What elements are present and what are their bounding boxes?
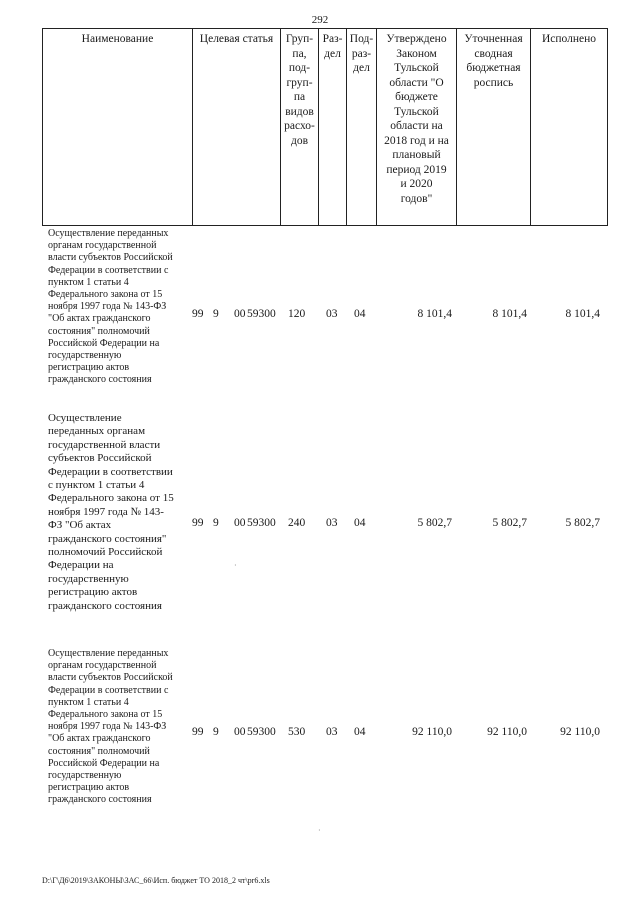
text-line: регистрацию актов — [48, 586, 138, 599]
row-specified: 5 802,7 — [492, 517, 527, 529]
file-path-footer: D:\Г\Д6\2019\ЗАКОНЫ\ЗАС_66\Исп. бюджет ТО 2018_2 чт\pr6.xls — [42, 876, 270, 885]
row-name — [48, 412, 190, 613]
text-line: Федерального закона от 15 — [48, 289, 163, 301]
row-approved: 5 802,7 — [417, 517, 452, 529]
text-line: гражданского состояния — [48, 374, 152, 386]
table-header — [42, 28, 608, 226]
text-line: под- — [288, 62, 311, 74]
text-line: Федерального закона от 15 — [48, 492, 174, 505]
row-expense-group: 240 — [288, 517, 306, 529]
row-name — [48, 228, 196, 387]
header-subsection — [346, 29, 376, 225]
row-expense-group: 120 — [288, 308, 306, 320]
text-line: полномочий Российской — [48, 546, 163, 559]
text-line: па — [293, 91, 306, 103]
text-line: пунктом 1 статьи 4 — [48, 276, 129, 288]
text-line: период 2019 — [386, 163, 447, 176]
text-line: гражданского состояния — [48, 794, 152, 806]
header-specified — [456, 29, 530, 225]
text-line: плановый — [392, 149, 441, 161]
header-approved — [376, 29, 456, 225]
text-line: бюджете — [395, 91, 438, 103]
text-line: пунктом 1 статьи 4 — [48, 696, 129, 708]
text-line: Раз- — [322, 33, 343, 45]
header-section — [318, 29, 346, 225]
text-line: ноября 1997 года № 143-ФЗ — [48, 721, 167, 733]
row-csr-main: 00 — [234, 308, 246, 320]
text-line: Под- — [349, 33, 374, 45]
text-line: ноября 1997 года № 143- — [48, 505, 164, 518]
header-name — [42, 29, 192, 225]
row-section: 03 — [326, 726, 338, 738]
row-specified: 8 101,4 — [492, 308, 527, 320]
text-line: груп- — [286, 76, 313, 89]
text-line: Российской Федерации на — [48, 757, 160, 769]
row-specified: 92 110,0 — [487, 726, 527, 738]
row-csr-subprogram: 9 — [213, 726, 219, 738]
row-name — [48, 648, 196, 807]
page-number: 292 — [311, 14, 329, 26]
row-executed: 92 110,0 — [560, 726, 600, 738]
text-line: Осуществление — [48, 412, 122, 424]
text-line: Федерации на — [48, 559, 114, 572]
text-line: с пунктом 1 статьи 4 — [48, 479, 145, 492]
text-line: ФЗ "Об актах — [48, 519, 112, 532]
text-line: дов — [290, 134, 309, 147]
header-expense-group — [280, 29, 318, 225]
text-line: государственную — [48, 350, 122, 362]
text-line: области на — [390, 120, 443, 132]
row-csr-main: 00 — [234, 517, 246, 529]
text-line: Законом — [396, 47, 437, 60]
row-csr-program: 99 — [192, 726, 204, 738]
text-line: Тульской — [394, 62, 439, 74]
text-line: гражданского состояния" — [48, 532, 167, 545]
row-csr-main: 00 — [234, 726, 246, 738]
text-line: 2018 год и на — [384, 134, 449, 147]
row-executed: 8 101,4 — [565, 308, 600, 320]
row-approved: 8 101,4 — [417, 308, 452, 320]
text-line: регистрацию актов — [48, 362, 130, 374]
text-line: дел — [353, 62, 370, 74]
table-row — [42, 412, 608, 638]
table-row — [42, 648, 608, 824]
row-approved: 92 110,0 — [412, 726, 452, 738]
row-section: 03 — [326, 517, 338, 529]
text-line: Федерации в соответствии с — [48, 264, 169, 276]
text-line: гражданского состояния — [48, 599, 162, 612]
row-section: 03 — [326, 308, 338, 320]
table-row — [42, 228, 608, 404]
text-line: расхо- — [284, 120, 315, 132]
text-line: сводная — [474, 47, 513, 60]
row-subsection: 04 — [354, 517, 366, 529]
text-line: ноября 1997 года № 143-ФЗ — [48, 301, 167, 313]
text-line: видов — [285, 105, 314, 118]
text-line: органам государственной — [48, 240, 157, 252]
text-line: Груп- — [285, 33, 314, 45]
row-expense-group: 530 — [288, 726, 306, 738]
text-line: субъектов Российской — [48, 452, 152, 465]
text-line: власти субъектов Российской — [48, 252, 173, 264]
text-line: состояния" полномочий — [48, 325, 150, 337]
text-line: роспись — [473, 76, 514, 89]
text-line: годов" — [400, 192, 433, 205]
text-line: Утверждено — [386, 33, 447, 45]
text-line: Наименование — [81, 33, 154, 45]
text-line: государственной власти — [48, 438, 161, 451]
text-line: регистрацию актов — [48, 782, 130, 794]
text-line: власти субъектов Российской — [48, 672, 173, 684]
row-csr-program: 99 — [192, 517, 204, 529]
row-csr-subprogram: 9 — [213, 517, 219, 529]
text-line: раз- — [351, 47, 372, 60]
text-line: "Об актах гражданского — [48, 313, 151, 325]
text-line: государственную — [48, 572, 129, 585]
text-line: Федерации в соответствии — [48, 465, 173, 478]
text-line: "Об актах гражданского — [48, 733, 151, 745]
scan-speck: · — [318, 826, 321, 835]
text-line: Осуществление переданных — [48, 228, 169, 239]
text-line: Уточненная — [464, 33, 523, 45]
row-subsection: 04 — [354, 726, 366, 738]
row-subsection: 04 — [354, 308, 366, 320]
text-line: Осуществление переданных — [48, 648, 169, 659]
row-csr-program: 99 — [192, 308, 204, 320]
text-line: Федерации в соответствии с — [48, 684, 169, 696]
text-line: и 2020 — [400, 178, 433, 190]
text-line: государственную — [48, 770, 122, 782]
text-line: состояния" полномочий — [48, 745, 150, 757]
text-line: Федерального закона от 15 — [48, 709, 163, 721]
text-line: Российской Федерации на — [48, 337, 160, 349]
text-line: переданных органам — [48, 425, 146, 438]
text-line: бюджетная — [466, 62, 521, 74]
text-line: области "О — [389, 76, 444, 89]
row-executed: 5 802,7 — [565, 517, 600, 529]
text-line: органам государственной — [48, 660, 157, 672]
row-csr-direction: 59300 — [247, 308, 276, 320]
text-line: па, — [292, 47, 307, 60]
row-csr-subprogram: 9 — [213, 308, 219, 320]
text-line: Исполнено — [541, 33, 597, 45]
scan-speck: · — [234, 561, 237, 570]
header-executed — [530, 29, 608, 225]
text-line: Целевая статья — [199, 33, 274, 45]
header-target-article — [192, 29, 280, 225]
row-csr-direction: 59300 — [247, 517, 276, 529]
row-csr-direction: 59300 — [247, 726, 276, 738]
text-line: Тульской — [394, 105, 439, 118]
text-line: дел — [324, 47, 341, 60]
